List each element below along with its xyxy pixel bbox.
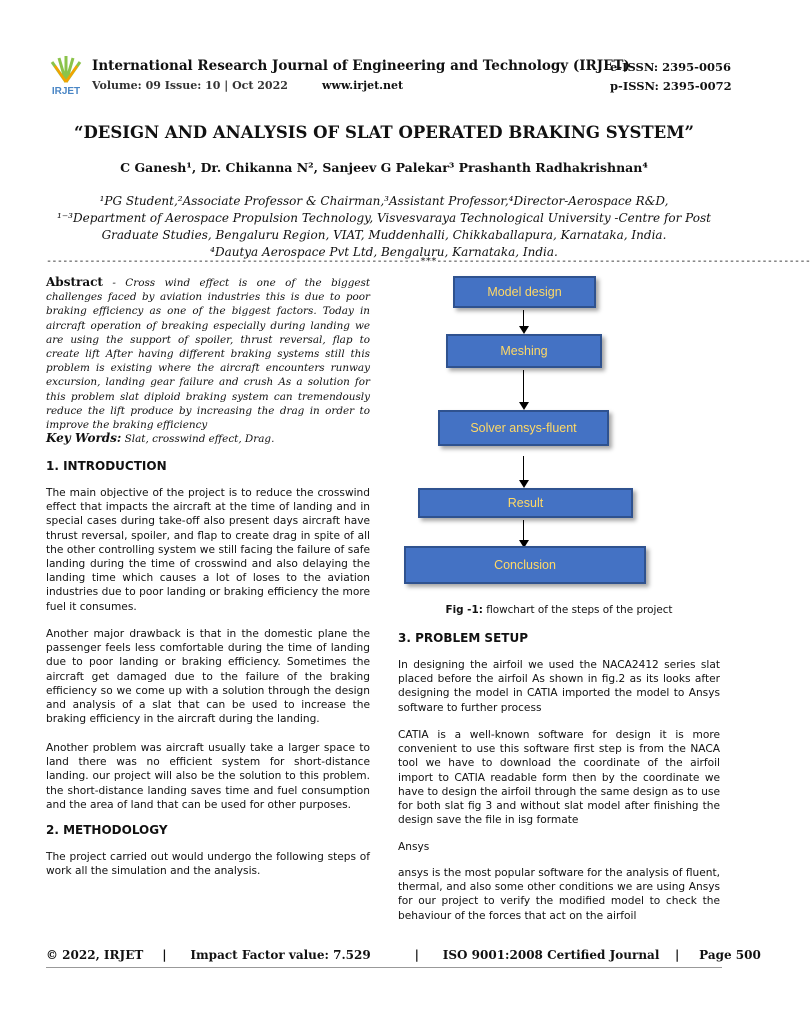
footer-copyright: © 2022, IRJET [46, 948, 144, 962]
figure-caption-label: Fig -1: [445, 604, 483, 616]
figure-caption [398, 604, 720, 616]
keywords-text: Slat, crosswind effect, Drag. [124, 433, 275, 445]
flowchart-step-label: Solver ansys-fluent [470, 421, 577, 435]
footer-impact-factor: Impact Factor value: 7.529 [190, 948, 371, 962]
problem-setup-heading: 3. PROBLEM SETUP [398, 631, 528, 645]
flowchart-arrow [523, 520, 524, 542]
irjet-logo [44, 52, 88, 96]
problem-setup-paragraph: In designing the airfoil we used the NACA2412 series slat placed before the airfoil As shown in fig.2 as its looks after designing the model in CATIA imported the model to Ansys software to further process [398, 659, 720, 714]
flowchart-step-label: Meshing [500, 344, 548, 358]
methodology-heading: 2. METHODOLOGY [46, 823, 168, 837]
footer-iso: ISO 9001:2008 Certified Journal [442, 948, 660, 962]
abstract [46, 275, 370, 432]
volume-info: Volume: 09 Issue: 10 | Oct 2022 [92, 79, 288, 92]
footer-divider: | [674, 948, 680, 962]
footer-divider: | [414, 948, 419, 962]
problem-setup-paragraph: CATIA is a well-known software for design it is more convenient to use this software first step is from the NACA tool we have to download the coordinate of the airfoil import to CATIA readable form then by the coordinate we have to design the airfoil through the same design as to use for both slat fig 3 and without slat model after finishing the design save the file in isg formate [398, 729, 720, 827]
p-issn: p-ISSN: 2395-0072 [610, 79, 732, 93]
methodology-paragraph: The project carried out would undergo the following steps of work all the simulation and the analysis. [46, 851, 370, 878]
keywords [46, 431, 370, 445]
svg-text:IRJET: IRJET [51, 86, 81, 97]
keywords-label: Key Words: [46, 431, 122, 445]
affiliation-line: Graduate Studies, Bengaluru Region, VIAT, Muddenhalli, Chikkaballapura, Karnataka, India. [101, 228, 667, 242]
paper-title: “DESIGN AND ANALYSIS OF SLAT OPERATED BRAKING SYSTEM” [74, 123, 694, 142]
intro-paragraph: Another major drawback is that in the domestic plane the passenger feels less comfortable during the time of landing due to poor landing or braking efficiency. Sometimes the aircraft get damaged due to the failure of the braking efficiency so we come up with a solution through the design and analysis of a slat that can be used to increase the braking efficiency in the aircraft during the landing. [46, 628, 370, 726]
flowchart-arrowhead [519, 326, 529, 334]
affiliation-line: ¹PG Student,²Associate Professor & Chairman,³Assistant Professor,⁴Director-Aerospace R&D, [99, 194, 669, 208]
flowchart-step-label: Result [507, 496, 544, 510]
abstract-text: - Cross wind effect is one of the biggest challenges faced by aviation industries this is due to poor braking efficiency as one of the biggest factors. Today in aircraft operation of breaking especially during landing we are using the support of spoiler, thrust reversal, flap to create lift After having different braking systems still this problem is existing where the aircraft encounters runway excursion, landing gear failure and crush As a solution for this problem slat diploid braking system can tremendously reduce the lift produce by increasing the drag in order to improve the braking efficiency [46, 277, 371, 432]
footer-page-number: Page 500 [699, 948, 761, 962]
journal-name: International Research Journal of Engineering and Technology (IRJET) [92, 58, 630, 74]
intro-heading: 1. INTRODUCTION [46, 459, 167, 473]
flowchart-step-solver [438, 410, 609, 446]
flowchart-step-result [418, 488, 633, 518]
author-list: C Ganesh¹, Dr. Chikanna N², Sanjeev G Palekar³ Prashanth Radhakrishnan⁴ [120, 160, 648, 175]
flowchart-step-label: Model design [487, 285, 562, 299]
page-footer [46, 948, 761, 962]
separator-line: ---------------------------------------------------------------------***--------------------------------------------------------------------- [46, 256, 810, 267]
flowchart-arrow [523, 456, 524, 482]
footer-rule [46, 967, 722, 968]
footer-divider: | [162, 948, 167, 962]
flowchart-arrowhead [519, 402, 529, 410]
problem-setup-paragraph: ansys is the most popular software for the analysis of fluent, thermal, and also some other conditions we are using Ansys for our project to verify the modified model to check the behaviour of the forces that act on the airfoil [398, 867, 720, 922]
affiliation-line: ⁴Dautya Aerospace Pvt Ltd, Bengaluru, Karnataka, India. [210, 245, 558, 259]
figure-caption-text: flowchart of the steps of the project [482, 604, 673, 616]
problem-setup-paragraph: Ansys [398, 841, 430, 853]
flowchart-step-label: Conclusion [494, 558, 556, 572]
intro-paragraph: Another problem was aircraft usually take a larger space to land there was no efficient system for short-distance landing. our project will also be the solution to this problem. the short-distance landing saves time and fuel consumption and the area of land that can be used for other purposes. [46, 742, 370, 811]
flowchart-arrowhead [519, 480, 529, 488]
flowchart-step-meshing [446, 334, 602, 368]
abstract-label: Abstract [46, 275, 103, 289]
e-issn: e-ISSN: 2395-0056 [610, 60, 731, 74]
flowchart-step-model-design [453, 276, 596, 308]
journal-website[interactable]: www.irjet.net [322, 79, 404, 92]
affiliations [40, 193, 728, 261]
flowchart-arrow [523, 370, 524, 404]
affiliation-line: ¹⁻³Department of Aerospace Propulsion Technology, Visvesvaraya Technological University -Centre for Post [57, 211, 711, 225]
flowchart-step-conclusion [404, 546, 646, 584]
intro-paragraph: The main objective of the project is to reduce the crosswind effect that impacts the aircraft at the time of landing and in special cases during take-off also present days aircraft have thrust reversal, spoiler, and flap to create drag in spite of all the other controlling system we still facing the failure of safe landing during the time of crosswind and also delaying the landing time which causes a lot of loses to the aviation industries due to poor landing or braking efficiency the more fuel it consumes. [46, 487, 370, 613]
